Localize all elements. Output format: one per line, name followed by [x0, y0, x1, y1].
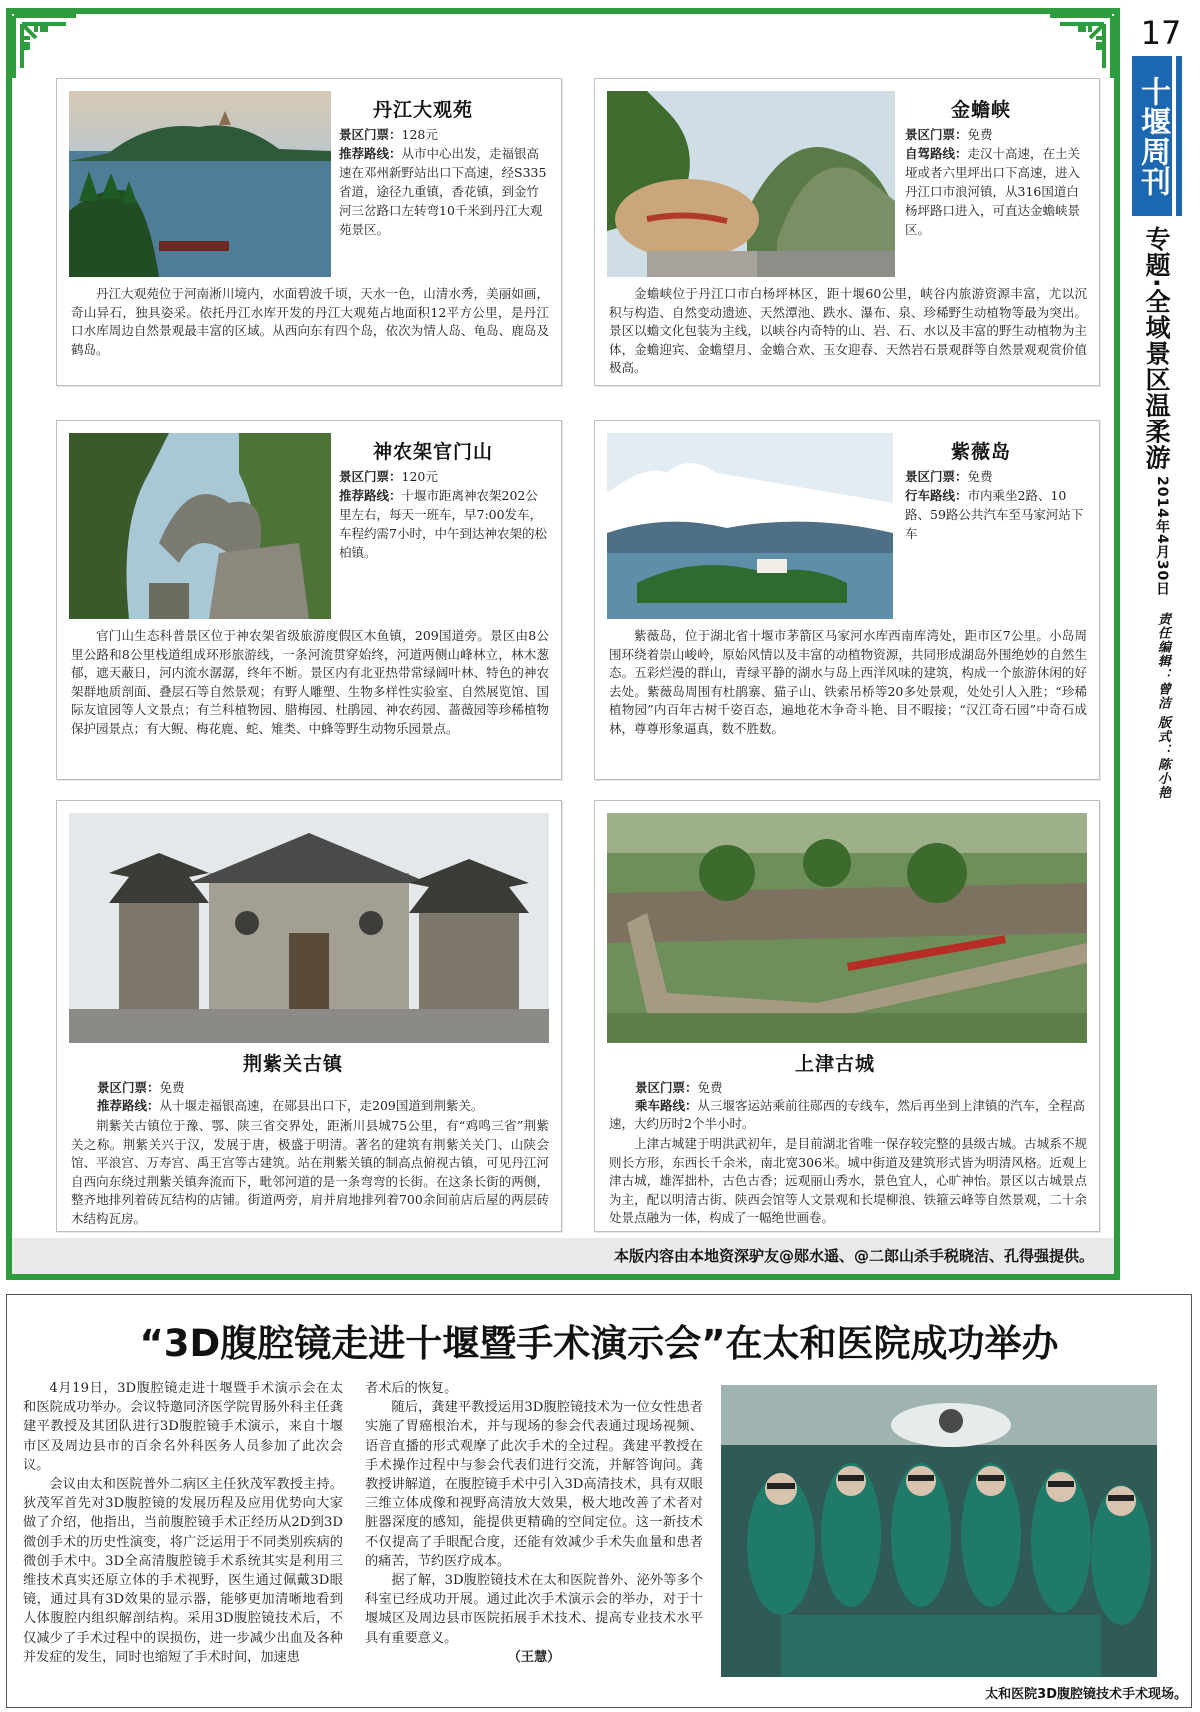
spot-info: [609, 1079, 1087, 1133]
spot-description: 紫薇岛，位于湖北省十堰市茅箭区马家河水库西南库湾处，距市区7公里。小岛周围环绕着崇山峻岭，原始风情以及丰富的动植物资源，共同形成湖岛外围绝妙的自然生态。五彩烂漫的群山，青绿平静的湖水与岛上西洋风味的建筑，构成一个旅游休闲的好去处。紫薇岛周围有杜鹃寨、猫子山、铁索吊桥等20多处景观，处处引人入胜；“珍稀植物园”内百年古树千姿百态，遍地花木争奇斗艳、目不暇接；“汉江奇石园”中奇石成林，尊尊形象逼真，数不胜数。: [609, 628, 1087, 736]
issue-date: 2014年4月30日: [1154, 476, 1170, 597]
route-label: 行车路线：: [905, 488, 968, 503]
ticket-price: 免费: [967, 127, 993, 142]
route-text: 走汉十高速，在土关垭或者六里坪出口下高速，进入丹江口市浪河镇，从316国道白杨坪路口进入，可直达金蟾峡景区。: [905, 146, 1081, 237]
spot-title: 紫薇岛: [951, 441, 1012, 463]
route-label: 推荐路线：: [339, 146, 402, 161]
shangjin-photo: [607, 813, 1087, 1043]
article-column-2: [365, 1379, 703, 1667]
corner-ornament-left: [10, 12, 80, 82]
spot-card-shennongjia: [56, 420, 562, 780]
photo-caption: 太和医院3D腹腔镜技术手术现场。: [985, 1687, 1187, 1702]
ticket-label: 景区门票：: [97, 1080, 160, 1095]
ticket-label: 景区门票：: [905, 469, 968, 484]
route-text: 十堰市距离神农架202公里左右，每天一班车，早7:00发车，车程约需7小时，中午到达神农架的松柏镇。: [339, 488, 547, 560]
ziweidao-photo: [607, 433, 893, 619]
spot-info: [905, 125, 1087, 239]
surgery-photo: [721, 1385, 1157, 1677]
page-number: 17: [1140, 14, 1182, 52]
jinchanxia-photo: [607, 91, 895, 277]
spot-title: 丹江大观苑: [373, 99, 474, 121]
route-text: 市内乘坐2路、10路、59路公共汽车至马家河站下车: [905, 488, 1084, 541]
article-column-1: [23, 1379, 343, 1667]
route-text: 从三堰客运站乘前往郧西的专线车，然后再坐到上津镇的汽车，全程高速，大约历时2个半小时。: [609, 1098, 1086, 1131]
spot-description: 丹江大观苑位于河南淅川境内，水面碧波千顷，天水一色，山清水秀，美丽如画，奇山异石，独具姿采。依托丹江水库开发的丹江大观苑占地面积12平方公里，是丹江口水库周边自然景观最丰富的区域。从西向东有四个岛，依次为情人岛、龟岛、鹿岛及鹤岛。: [71, 286, 549, 357]
article-paragraph: 会议由太和医院普外二病区主任狄茂军教授主持。狄茂军首先对3D腹腔镜的发展历程及应用优势向大家做了介绍，他指出，当前腹腔镜手术正经历从2D到3D微创手术的历史性演变，将广泛运用于不同类别疾病的微创手术中。3D全高清腹腔镜手术系统其实是利用三维技术真实还原立体的手术视野，医生通过佩戴3D眼镜，通过具有3D效果的显示器，能够更加清晰地看到人体腹腔内组织解剖结构。采用3D腹腔镜技术后，不仅减少了手术过程中的误损伤，进一步减少出血及各种并发症的发生，同时也缩短了手术时间，加速患: [23, 1477, 343, 1665]
article-headline: “3D腹腔镜走进十堰暨手术演示会”在太和医院成功举办: [139, 1322, 1059, 1365]
spot-card-danjiang: [56, 78, 562, 386]
spot-info: [97, 1079, 549, 1115]
spot-card-jingziguan: [56, 800, 562, 1232]
section-title: 专题·全域景区温柔游: [1142, 226, 1171, 471]
article-paragraph: 者术后的恢复。: [365, 1381, 458, 1396]
spot-title: 荆紫关古镇: [243, 1053, 344, 1075]
route-text: 从市中心出发，走福银高速在邓州新野站出口下高速，经S335省道，途径九重镇，香花镇，到金竹河三岔路口左转弯10千米到丹江大观苑景区。: [339, 146, 547, 237]
spot-title: 上津古城: [795, 1053, 876, 1075]
article-paragraph: 4月19日，3D腹腔镜走进十堰暨手术演示会在太和医院成功举办。会议特邀同济医学院胃肠外科主任龚建平教授及其团队进行3D腹腔镜手术演示，来自十堰市区及周边县市的百余名外科医务人员参加了此次会议。: [23, 1381, 343, 1473]
news-article: [6, 1294, 1192, 1708]
ticket-price: 免费: [159, 1080, 185, 1095]
corner-ornament-right: [1046, 12, 1116, 82]
route-label: 自驾路线：: [905, 146, 968, 161]
credit-line: 本版内容由本地资深驴友@郧水遥、@二郎山杀手税晓洁、孔得强提供。: [12, 1238, 1114, 1274]
article-byline: （王慧）: [507, 1649, 561, 1665]
spot-description: 官门山生态科普景区位于神农架省级旅游度假区木鱼镇，209国道旁。景区由8公里公路和8公里栈道组成环形旅游线，一条河流贯穿始终，河道两侧山峰林立，林木葱郁，遮天蔽日，河内流水潺潺，终年不断。景区内有北亚热带常绿阔叶林、特色的神农架群地质剖面、叠层石等自然景观；有野人雕塑、生物多样性实验室、自然展览馆、国际友谊园等人文景点；有兰科植物园、腊梅园、杜鹃园、神农药园、蔷薇园等珍稀植物保护园景点；有大鲵、梅花鹿、蛇、雉类、中蜂等野生动物乐园景点。: [71, 628, 549, 736]
article-paragraph: 随后，龚建平教授运用3D腹腔镜技术为一位女性患者实施了胃癌根治术，并与现场的参会代表通过现场视频、语音直播的形式观摩了此次手术的全过程。龚建平教授在手术操作过程中与参会代表们进行交流，并解答询问。龚教授讲解道，在腹腔镜手术中引入3D高清技术，具有双眼三维立体成像和视野高清放大效果，极大地改善了术者对脏器深度的感知，能提供更精确的空间定位。这一新技术不仅提高了手眼配合度，还能有效减少手术失血量和患者的痛苦，节约医疗成本。: [365, 1400, 703, 1569]
route-label: 推荐路线：: [97, 1098, 160, 1113]
spot-title: 金蟾峡: [951, 99, 1012, 121]
ticket-price: 免费: [967, 469, 993, 484]
route-label: 推荐路线：: [339, 488, 402, 503]
spot-card-shangjin: [594, 800, 1100, 1232]
spot-description: 金蟾峡位于丹江口市白杨坪林区，距十堰60公里，峡谷内旅游资源丰富，尤以沉积与构造、自然变动遗迹、天然潭池、跌水、瀑布、泉、珍稀野生动植物等最为突出。景区以蟾文化包装为主线，以峡谷内奇特的山、岩、石、水以及丰富的野生动植物为主体，金蟾迎宾、金蟾望月、金蟾合欢、玉女迎春、天然岩石景观群等自然景观观赏价值极高。: [609, 286, 1087, 375]
ticket-label: 景区门票：: [635, 1080, 698, 1095]
shennongjia-photo: [69, 433, 331, 619]
masthead: 十堰周刊: [1132, 56, 1172, 216]
editor-line: 责任编辑：曾洁 版式：陈小艳: [1155, 612, 1170, 800]
spot-info: [905, 467, 1087, 543]
spot-description: 荆紫关古镇位于豫、鄂、陕三省交界处，距淅川县城75公里，有“鸡鸣三省”荆紫关之称。荆紫关兴于汉，发展于唐，极盛于明清。著名的建筑有荆紫关关门、山陕会馆、平浪宫、万寿宫、禹王宫等古建筑。站在荆紫关镇的制高点俯视古镇，可见丹江河自西向东绕过荆紫关镇奔流而下，毗邻河道的是一条弯弯的长街。在这条长街的两侧，整齐地排列着砖瓦结构的店铺。街道两旁，肩并肩地排列着700余间前店后屋的两层砖木结构瓦房。: [71, 1118, 549, 1226]
route-text: 从十堰走福银高速，在郧县出口下，走209国道到荆紫关。: [159, 1098, 484, 1113]
spot-description: 上津古城建于明洪武初年，是目前湖北省唯一保存较完整的县级古城。古城系不规则长方形，东西长千余米，南北宽306米。城中街道及建筑形式皆为明清风格。近观上津古城，雄浑拙朴，古色古香；远观丽山秀水，景色宜人，心旷神怡。景区以古城景点为主，配以明清古街、陕西会馆等人文景观和长堤柳浪、铁箍云峰等自然景观，二十余处景点融为一体，构成了一幅绝世画卷。: [609, 1136, 1087, 1225]
ticket-label: 景区门票：: [339, 469, 402, 484]
spot-title: 神农架官门山: [373, 441, 494, 463]
danjiang-photo: [69, 91, 331, 277]
spot-info: [339, 467, 549, 562]
ticket-price: 120元: [401, 469, 438, 484]
article-paragraph: 据了解，3D腹腔镜技术在太和医院普外、泌外等多个科室已经成功开展。通过此次手术演示会的举办，对于十堰城区及周边县市医院拓展手术技术、提高专业技术水平具有重要意义。: [365, 1573, 703, 1646]
ticket-label: 景区门票：: [339, 127, 402, 142]
jingziguan-photo: [69, 813, 549, 1043]
spot-info: [339, 125, 549, 239]
ticket-price: 免费: [697, 1080, 723, 1095]
masthead-accent-bar: [1176, 56, 1182, 216]
travel-feature-frame: [6, 8, 1120, 1280]
ticket-label: 景区门票：: [905, 127, 968, 142]
spot-card-jinchanxia: [594, 78, 1100, 386]
spot-card-ziweidao: [594, 420, 1100, 780]
route-label: 乘车路线：: [635, 1098, 698, 1113]
ticket-price: 128元: [401, 127, 438, 142]
